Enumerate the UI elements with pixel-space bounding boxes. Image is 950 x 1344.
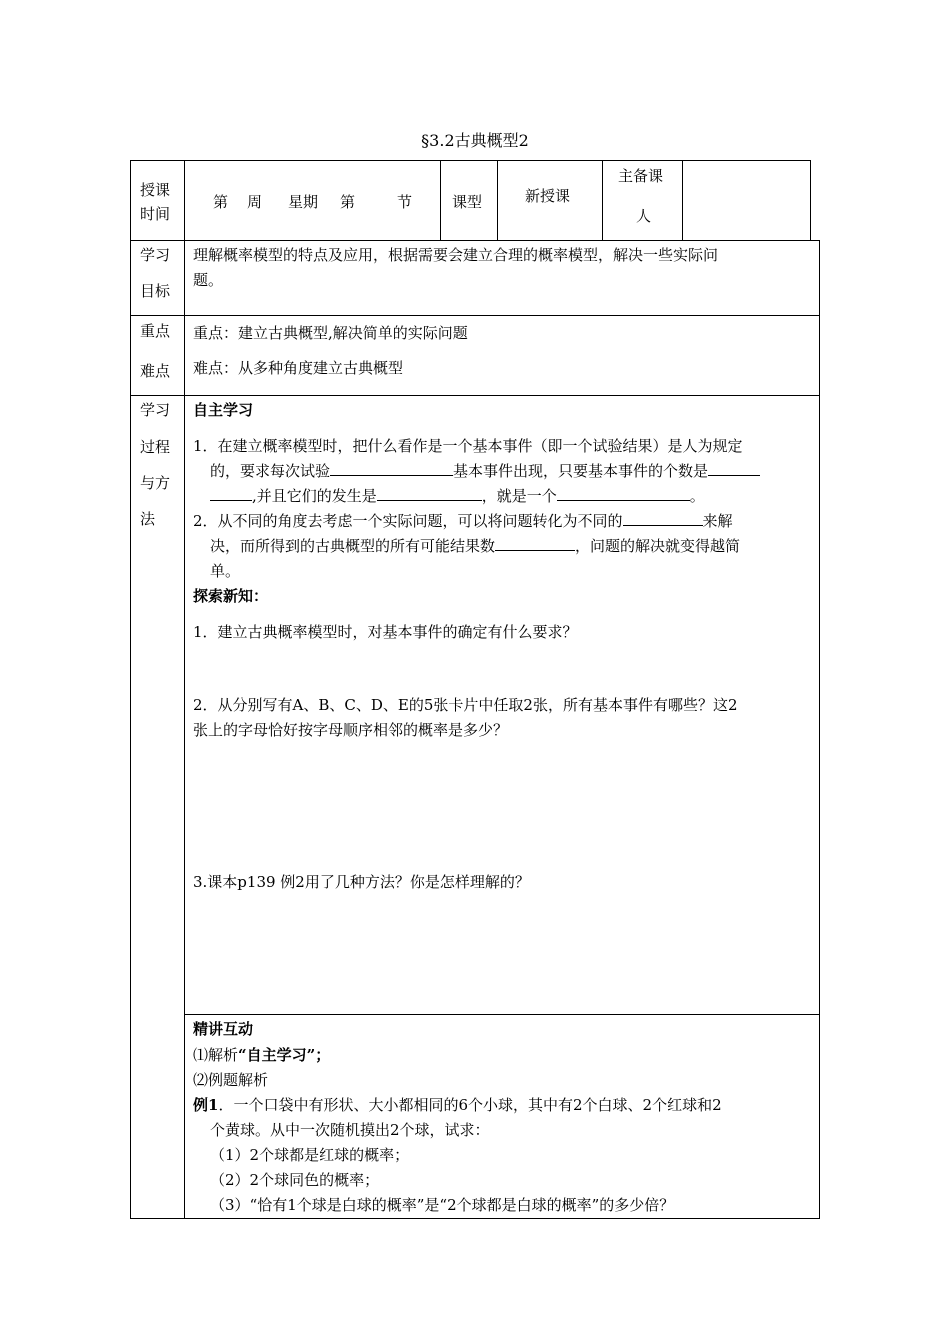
key-point: 重点：建立古典概型,解决简单的实际问题 [193, 324, 468, 342]
difficulty-point: 难点：从多种角度建立古典概型 [193, 359, 404, 377]
q2-line1: 2．从不同的角度去考虑一个实际问题，可以将问题转化为不同的 来解 [193, 512, 733, 530]
q1-line3: ,并且它们的发生是 ，就是一个 。 [193, 484, 830, 509]
example1-line1: 例1．一个口袋中有形状、大小都相同的6个小球，其中有2个白球、2个红球和2 [193, 1096, 722, 1114]
example1-line2: 个黄球。从中一次随机摸出2个球，试求： [210, 1121, 490, 1139]
q1-line2: 的，要求每次试验 基本事件出现，只要基本事件的个数是 [193, 459, 830, 484]
lecture-heading: 精讲互动 [193, 1020, 254, 1038]
blank-1[interactable] [330, 461, 453, 476]
page-title: §3.2古典概型2 [421, 131, 529, 150]
label-preparer-2: 人 [636, 207, 652, 225]
label-process-1: 学习 [140, 401, 171, 419]
blank-2b[interactable] [210, 486, 252, 501]
lesson-type-value: 新授课 [525, 187, 571, 205]
lecture-item1: ⑴解析“自主学习”； [193, 1046, 331, 1064]
explore-q1: 1．建立古典概率模型时，对基本事件的确定有什么要求？ [193, 623, 578, 641]
label-process-2: 过程 [140, 438, 171, 456]
explore-heading: 探索新知： [193, 587, 269, 605]
time-part-zhou: 周 [247, 193, 263, 211]
blank-6[interactable] [495, 536, 575, 551]
label-preparer-1: 主备课 [618, 167, 664, 185]
example1-sub3: （3）“恰有1个球是白球的概率”是“2个球都是白球的概率”的多少倍？ [210, 1196, 675, 1214]
q1-line1: 1．在建立概率模型时，把什么看作是一个基本事件（即一个试验结果）是人为规定 [193, 437, 743, 455]
label-key-2: 难点 [140, 362, 171, 380]
label-goal-1: 学习 [140, 246, 171, 264]
self-study-heading: 自主学习 [193, 401, 254, 419]
time-part-di: 第 [213, 193, 229, 211]
explore-q2-line2: 张上的字母恰好按字母顺序相邻的概率是多少？ [193, 721, 509, 739]
label-class-time-1: 授课 [140, 181, 171, 199]
label-process-3: 与方 [140, 474, 171, 492]
goal-text-line1: 理解概率模型的特点及应用，根据需要会建立合理的概率模型，解决一些实际问 [193, 246, 719, 264]
example1-sub1: （1）2个球都是红球的概率； [210, 1146, 410, 1164]
example1-sub2: （2）2个球同色的概率； [210, 1171, 380, 1189]
label-key-1: 重点 [140, 322, 171, 340]
time-part-di-2: 第 [340, 193, 356, 211]
goal-text-line2: 题。 [193, 271, 224, 289]
label-goal-2: 目标 [140, 282, 171, 300]
label-class-time-2: 时间 [140, 205, 171, 223]
blank-4[interactable] [557, 486, 690, 501]
q2-line2: 决，而所得到的古典概型的所有可能结果数 ，问题的解决就变得越简 [210, 537, 741, 555]
label-process-4: 法 [140, 510, 156, 528]
blank-5[interactable] [623, 511, 703, 526]
time-part-weekday: 星期 [288, 193, 319, 211]
explore-q3: 3.课本p139 例2用了几种方法？你是怎样理解的？ [193, 873, 530, 891]
time-part-jie: 节 [397, 193, 413, 211]
label-lesson-type: 课型 [452, 193, 483, 211]
lecture-item2: ⑵例题解析 [193, 1071, 269, 1089]
q2-line3: 单。 [210, 562, 241, 580]
explore-q2-line1: 2．从分别写有A、B、C、D、E的5张卡片中任取2张，所有基本事件有哪些？这2 [193, 696, 738, 714]
blank-3[interactable] [377, 486, 482, 501]
blank-2a[interactable] [708, 461, 760, 476]
